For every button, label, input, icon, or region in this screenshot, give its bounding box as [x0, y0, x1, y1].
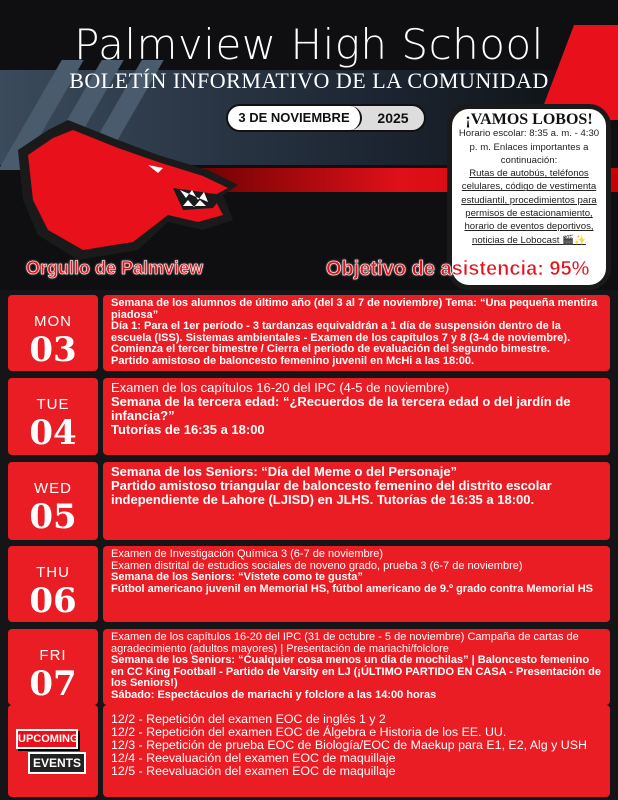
event-line: Día 1: Para el 1er período - 3 tardanzas equivaldrán a 1 día de suspensión dentro de la escuela (ISS). Sistemas ambientales - Examen de los capítulos 7 y 8 (3-4 de noviembre). Comienza el tercer bimestre / Cierra el periodo de evaluación del segundo bimestre.	[111, 320, 571, 355]
day-badge	[8, 378, 98, 455]
year-label: 2025	[377, 110, 409, 126]
upcoming-item: 12/5 - Reevaluación del examen EOC de maquillaje	[111, 764, 396, 778]
upcoming-item: 12/2 - Repetición del examen EOC de inglés 1 y 2	[111, 712, 386, 726]
weekday-label: TUE	[36, 396, 70, 413]
school-title: Palmview High School	[74, 20, 544, 69]
day-number: 05	[29, 497, 77, 537]
important-links[interactable]: Rutas de autobús, teléfonos celulares, código de vestimenta estudiantil, procedimientos para permisos de estacionamiento, horario de eventos deportivos, noticias de Lobocast 🎬✨	[461, 168, 597, 246]
upcoming-events-badge	[8, 705, 98, 797]
info-card-title: ¡VAMOS LOBOS!	[465, 111, 593, 128]
day-number: 06	[29, 581, 77, 621]
weekday-label: THU	[36, 564, 70, 581]
event-line: Semana de los Seniors: “Cualquier cosa menos un día de mochilas” | Baloncesto femenino en CC King Football - Partido de Varsity en LJ (¡ÚLTIMO PARTIDO EN CASA - Presentación de los Seniors!)	[111, 654, 601, 689]
day-row-thu	[8, 546, 610, 622]
upcoming-item: 12/2 - Repetición del examen EOC de Álgebra e Historia de los EE. UU.	[111, 725, 507, 739]
event-line: Semana de los Seniors: “Vístete como te gusta”	[111, 571, 363, 583]
weekday-label: WED	[34, 480, 72, 497]
event-line: Tutorías de 16:35 a 18:00	[111, 422, 265, 437]
upcoming-item: 12/3 - Repetición de prueba EOC de Biología/EOC de Maekup para E1, E2, Alg y USH	[111, 738, 587, 752]
event-line: Examen distrital de estudios sociales de noveno grado, prueba 3 (6-7 de noviembre)	[111, 559, 523, 572]
event-line: Examen de los capítulos 16-20 del IPC (31 de octubre - 5 de noviembre) Campaña de cartas de agradecimiento (adultos mayores) | Presentación de mariachi/folclore	[111, 631, 579, 655]
day-row-tue	[8, 378, 610, 455]
day-badge	[8, 462, 98, 540]
upcoming-item: 12/4 - Reevaluación del examen EOC de maquillaje	[111, 751, 396, 765]
day-events	[103, 462, 610, 540]
day-number: 04	[29, 413, 77, 453]
event-line: Partido amistoso triangular de baloncesto femenino del distrito escolar independiente de Lahore (LJISD) en JLHS. Tutorías de 16:35 a 18:00.	[111, 478, 552, 507]
attendance-goal: Objetivo de asistencia: 95%	[326, 258, 590, 280]
event-line: Partido amistoso de baloncesto femenino juvenil en McHi a las 18:00.	[111, 354, 475, 367]
day-row-wed	[8, 462, 610, 540]
day-events	[103, 546, 610, 622]
event-line: Examen de los capítulos 16-20 del IPC (4-5 de noviembre)	[111, 380, 450, 395]
school-hours: Horario escolar: 8:35 a. m. - 4:30 p. m. Enlaces importantes a continuación:	[458, 128, 600, 166]
event-line: Fútbol americano juvenil en Memorial HS, fútbol americano de 9.º grado contra Memorial HS	[111, 582, 594, 595]
event-line: Examen de Investigación Química 3 (6-7 de noviembre)	[111, 548, 384, 560]
day-badge	[8, 546, 98, 622]
day-events	[103, 629, 610, 705]
day-number: 07	[29, 664, 77, 704]
weekday-label: FRI	[39, 647, 67, 664]
header-hero	[0, 0, 618, 290]
day-badge	[8, 629, 98, 705]
date-pill	[226, 104, 426, 132]
day-events	[103, 378, 610, 455]
upcoming-tag: UPCOMING	[16, 729, 78, 749]
date-label: 3 DE NOVIEMBRE	[228, 106, 362, 130]
day-events	[103, 295, 610, 371]
weekday-label: MON	[34, 313, 72, 330]
day-row-mon	[8, 295, 610, 371]
event-line: Semana de los alumnos de último año (del 3 al 7 de noviembre) Tema: “Una pequeña mentira piadosa”	[111, 297, 598, 321]
pride-banner: Orgullo de Palmview	[26, 258, 204, 278]
newsletter-subtitle: BOLETÍN INFORMATIVO DE LA COMUNIDAD	[69, 68, 549, 93]
event-line: Semana de los Seniors: “Día del Meme o del Personaje”	[111, 464, 458, 479]
event-line: Sábado: Espectáculos de mariachi y folclore a las 14:00 horas	[111, 688, 437, 701]
events-tag: EVENTS	[28, 752, 86, 774]
day-badge	[8, 295, 98, 371]
wolf-mascot-icon	[8, 110, 248, 260]
day-row-fri	[8, 629, 610, 705]
upcoming-events-list	[103, 705, 610, 797]
day-number: 03	[29, 330, 77, 370]
event-line: Semana de la tercera edad: “¿Recuerdos de la tercera edad o del jardín de infancia?”	[111, 394, 571, 423]
